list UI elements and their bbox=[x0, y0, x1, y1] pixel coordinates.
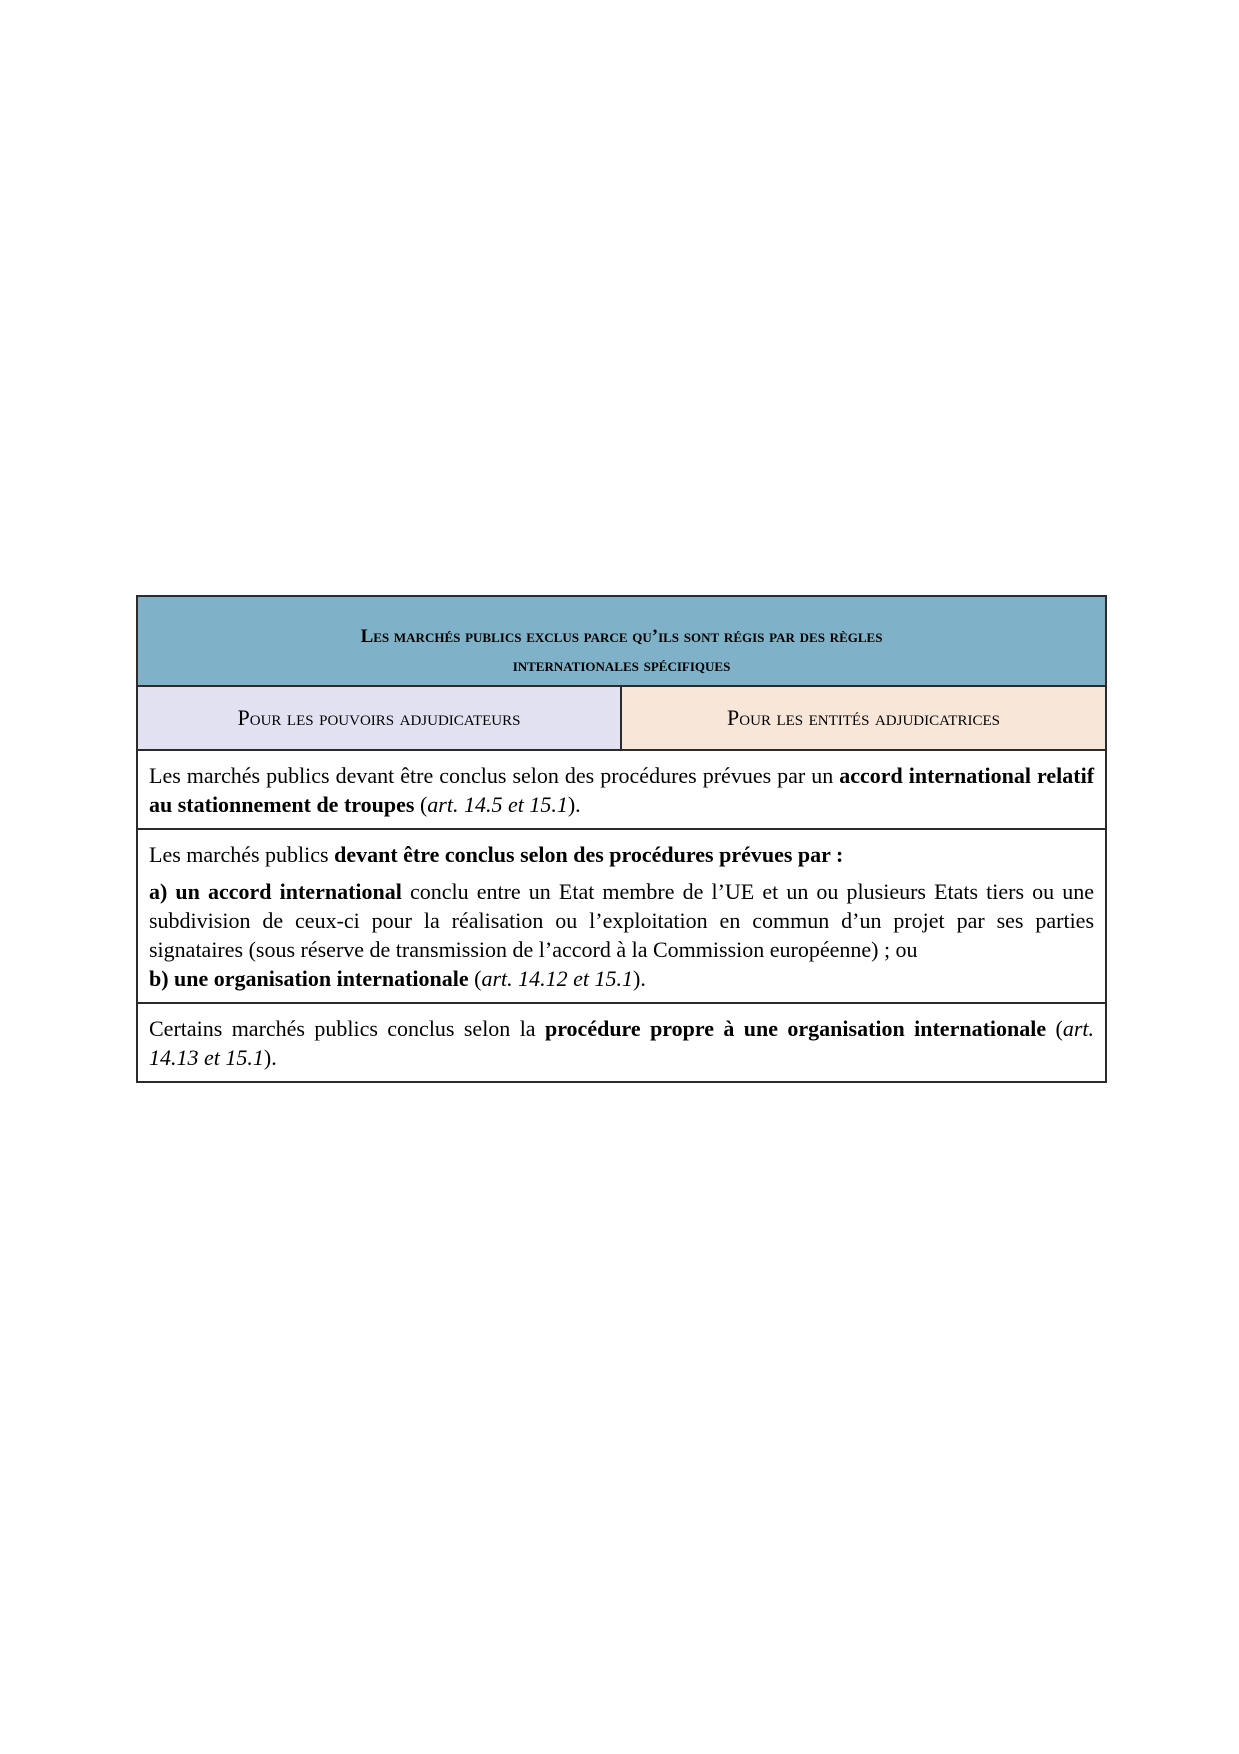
row2-intro-text: Les marchés publics bbox=[149, 842, 335, 867]
column-header-entites-adjudicatrices: Pour les entités adjudicatrices bbox=[621, 686, 1106, 750]
row2-intro bbox=[149, 840, 1094, 869]
table-row bbox=[137, 1003, 1106, 1082]
row-international-agreement bbox=[137, 829, 1106, 1003]
table-title-line-2: internationales spécifiques bbox=[512, 655, 731, 676]
row2-item-a-bold: a) un accord international bbox=[149, 879, 402, 904]
row3-article-ref: art. 14.13 et 15.1 bbox=[149, 1016, 1095, 1070]
table-row bbox=[137, 750, 1106, 829]
row1-paren-open: ( bbox=[414, 792, 428, 817]
table-title bbox=[138, 602, 1105, 680]
row3-paren-close: ). bbox=[263, 1045, 277, 1070]
row2-item-b-paren-open: ( bbox=[468, 966, 482, 991]
row1-paren-close: ). bbox=[567, 792, 581, 817]
row2-item-b-article-ref: art. 14.12 et 15.1 bbox=[481, 966, 634, 991]
row-troop-stationing-text bbox=[149, 761, 1094, 819]
row3-text-block bbox=[149, 1014, 1094, 1072]
table-title-row bbox=[137, 596, 1106, 686]
row3-bold: procédure propre à une organisation internationale bbox=[544, 1016, 1047, 1041]
row3-paren-open: ( bbox=[1046, 1016, 1063, 1041]
row2-item-b-paren-close: ). bbox=[633, 966, 646, 991]
table-row bbox=[137, 829, 1106, 1003]
row2-intro-bold: devant être conclus selon des procédures prévues par : bbox=[334, 842, 844, 867]
row2-item-b bbox=[149, 964, 1094, 993]
row1-text: Les marchés publics devant être conclus selon des procédures prévues par un bbox=[149, 763, 840, 788]
row-troop-stationing bbox=[137, 750, 1106, 829]
table-title-cell bbox=[137, 596, 1106, 686]
row2-item-a-text: conclu entre un Etat membre de l’UE et un ou plusieurs Etats tiers ou une subdivision de ceux-ci pour la réalisation ou l’exploitation en commun d’un projet par ses parties signataires (sous réserve de transmission de l’accord à la Commission européenne) ; ou bbox=[149, 879, 1095, 962]
exclusion-table bbox=[136, 595, 1107, 1083]
row2-item-a bbox=[149, 877, 1094, 964]
row-organisation-procedure bbox=[137, 1003, 1106, 1082]
row2-item-b-bold: b) une organisation internationale bbox=[149, 966, 469, 991]
row1-article-ref: art. 14.5 et 15.1 bbox=[427, 792, 568, 817]
row3-text: Certains marchés publics conclus selon la bbox=[149, 1016, 545, 1041]
row1-bold: accord international relatif au stationnement de troupes bbox=[149, 763, 1095, 817]
row2-items bbox=[149, 877, 1094, 993]
table-title-line-1: Les marchés publics exclus parce qu’ils sont régis par des règles bbox=[360, 626, 883, 647]
column-header-row bbox=[137, 686, 1106, 750]
column-header-pouvoirs-adjudicateurs: Pour les pouvoirs adjudicateurs bbox=[137, 686, 621, 750]
